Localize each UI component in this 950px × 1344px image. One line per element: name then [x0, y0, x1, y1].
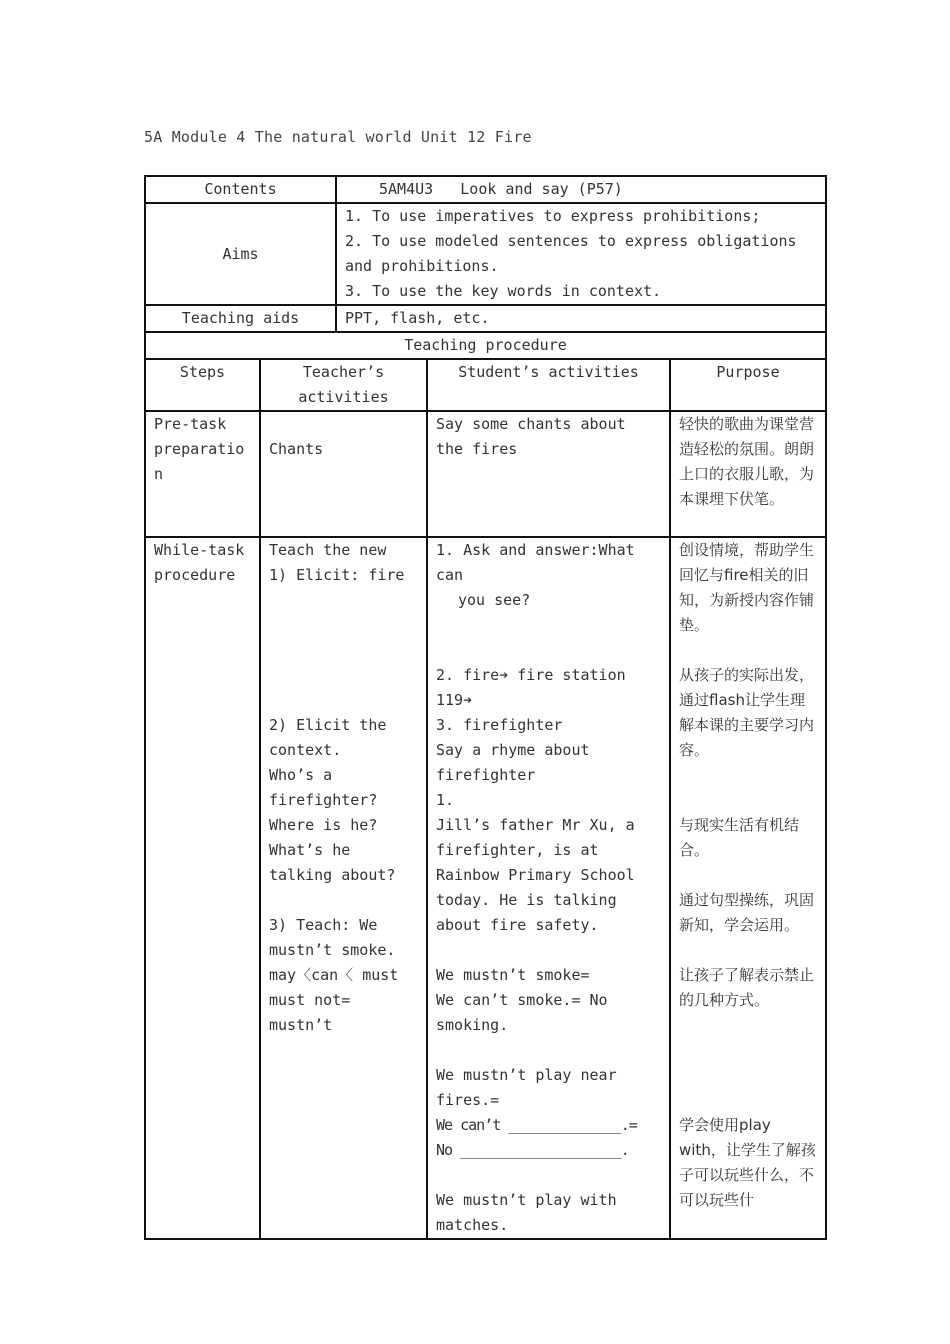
pre-task-purpose: 轻快的歌曲为课堂营造轻松的氛围。朗朗上口的衣服儿歌，为本课埋下伏笔。	[670, 411, 826, 537]
teaching-aids-label: Teaching aids	[145, 305, 336, 332]
purpose-paragraph: 创设情境，帮助学生回忆与fire相关的旧知，为新授内容作铺垫。	[679, 541, 815, 634]
while-task-student	[427, 537, 670, 1239]
document-title: 5A Module 4 The natural world Unit 12 Fire	[144, 128, 532, 146]
teacher-line: must not=	[269, 991, 351, 1009]
aim-item: 1. To use imperatives to express prohibitions;	[345, 207, 761, 225]
teacher-line: may〈can〈 must	[269, 966, 399, 984]
teaching-aids-row	[145, 305, 826, 332]
column-header-row	[145, 359, 826, 411]
teacher-line: 1) Elicit: fire	[269, 566, 405, 584]
teacher-line: 2) Elicit the context.	[269, 716, 387, 759]
teacher-line: Who’s a firefighter?	[269, 766, 378, 809]
teaching-aids-value: PPT, flash, etc.	[336, 305, 826, 332]
student-line: We mustn’t play near fires.=	[436, 1066, 617, 1109]
student-line: 1.	[436, 791, 455, 809]
teacher-activity-text: Chants	[269, 440, 324, 458]
purpose-paragraph: 通过句型操练，巩固新知，学会运用。	[679, 891, 815, 934]
while-task-step: While-task procedure	[145, 537, 260, 1239]
student-line: Say a rhyme about firefighter	[436, 741, 590, 784]
purpose-paragraph: 让孩子了解表示禁止的几种方式。	[679, 966, 815, 1009]
aims-label: Aims	[145, 203, 336, 305]
student-line: 3. firefighter	[436, 716, 563, 734]
teacher-line: Where is he?	[269, 816, 378, 834]
while-task-teacher	[260, 537, 427, 1239]
teacher-line: 3) Teach: We mustn’t smoke.	[269, 916, 396, 959]
purpose-paragraph: 从孩子的实际出发，通过flash让学生理解本课的主要学习内容。	[679, 666, 815, 759]
student-line: Jill’s father Mr Xu, a firefighter, is at Rainbow Primary School today. He is talking about fire safety.	[436, 816, 635, 934]
student-activities-header: Student’s activities	[427, 359, 670, 411]
student-line: We can’t smoke.= No smoking.	[436, 991, 608, 1034]
teacher-line: mustn’t	[269, 1016, 333, 1034]
student-line: We can’t ______________.=	[436, 1116, 637, 1134]
teacher-activities-header: Teacher’s activities	[260, 359, 427, 411]
student-line: 2. fire➔ fire station	[436, 666, 626, 684]
while-task-row	[145, 537, 826, 1239]
procedure-header: Teaching procedure	[145, 332, 826, 359]
while-task-purpose	[670, 537, 826, 1239]
pre-task-step: Pre-task preparation	[145, 411, 260, 537]
student-line: We mustn’t smoke=	[436, 966, 590, 984]
aims-row	[145, 203, 826, 305]
student-line: 119➔	[436, 691, 473, 709]
student-line: 1. Ask and answer:What can	[436, 541, 635, 584]
purpose-header: Purpose	[670, 359, 826, 411]
pre-task-row	[145, 411, 826, 537]
teacher-line: What’s he talking about?	[269, 841, 396, 884]
aim-item: 3. To use the key words in context.	[345, 282, 662, 300]
aim-item: 2. To use modeled sentences to express obligations and prohibitions.	[345, 232, 797, 275]
teacher-line: Teach the new	[269, 541, 387, 559]
student-line: We mustn’t play with matches.	[436, 1191, 617, 1234]
contents-label: Contents	[145, 176, 336, 203]
contents-value: 5AM4U3 Look and say (P57)	[336, 176, 826, 203]
purpose-paragraph: 学会使用play with，让学生了解孩子可以玩些什么，不可以玩些什	[679, 1116, 816, 1209]
steps-header: Steps	[145, 359, 260, 411]
aims-list	[336, 203, 826, 305]
student-line: you see?	[458, 591, 531, 609]
contents-row	[145, 176, 826, 203]
procedure-header-row	[145, 332, 826, 359]
student-line: No ____________________.	[436, 1141, 629, 1159]
pre-task-teacher	[260, 411, 427, 537]
lesson-plan-table	[144, 175, 827, 1240]
purpose-paragraph: 与现实生活有机结合。	[679, 816, 800, 859]
pre-task-student: Say some chants about the fires	[427, 411, 670, 537]
